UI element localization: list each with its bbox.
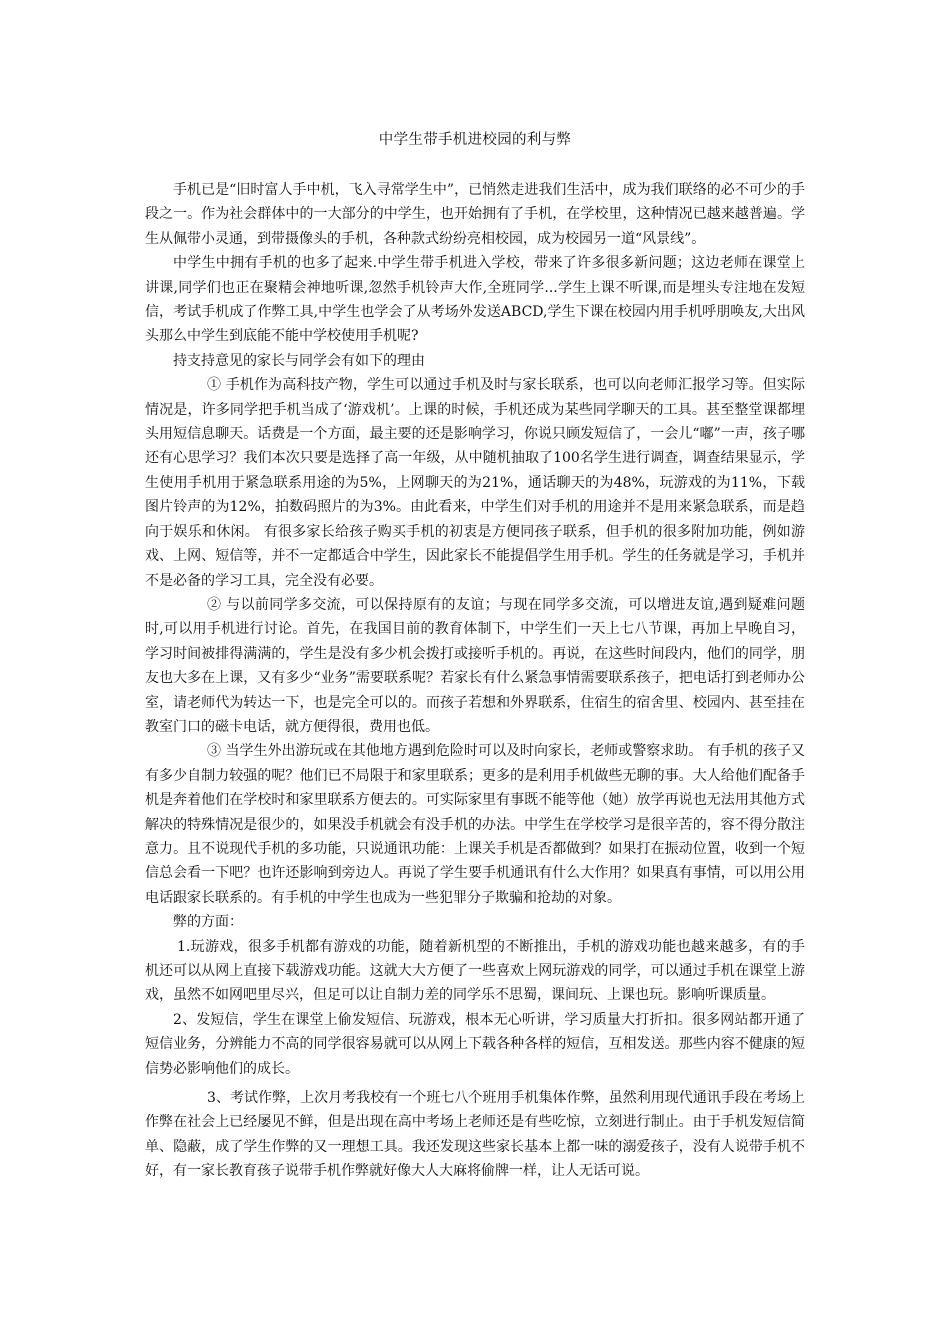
reason-1-paragraph: ① 手机作为高科技产物，学生可以通过手机及时与家长联系，也可以向老师汇报学习等。但实际情况是，许多同学把手机当成了‘游戏机’。上课的时候，手机还成为某些同学聊天的工具。甚至整堂课都埋头用短信息聊天。话费是一个方面，最主要的还是影响学习，你说只顾发短信了，一会儿“嘟”一声，孩子哪还有心思学习？我们本次只要是选择了高一年级，从中随机抽取了100名学生进行调查，调查结果显示，学生使用手机用于紧急联系用途的为5%，上网聊天的为21%，通话聊天的为48%，玩游戏的为11%，下载图片铃声的为12%，拍数码照片的为3%。由此看来，中学生们对手机的用途并不是用来紧急联系，而是趋向于娱乐和休闲。 有很多家长给孩子购买手机的初衷是方便同孩子联系，但手机的很多附加功能，例如游戏、上网、短信等，并不一定都适合中学生，因此家长不能提倡学生用手机。学生的任务就是学习，手机并不是必备的学习工具，完全没有必要。 [145, 377, 805, 589]
document-body [145, 178, 805, 1184]
drawback-2-paragraph: 2、发短信，学生在课堂上偷发短信、玩游戏，根本无心听讲，学习质量大打折扣。很多网站都开通了短信业务，分辨能力不高的同学很容易就可以从网上下载各种各样的短信，互相发送。那些内容不健康的短信势必影响他们的成长。 [145, 1011, 805, 1077]
reason-2-paragraph: ② 与以前同学多交流，可以保持原有的友谊；与现在同学多交流，可以增进友谊,遇到疑难问题时,可以用手机进行讨论。首先，在我国目前的教育体制下，中学生们一天上七八节课，再加上早晚自习，学习时间被排得满满的，学生是没有多少机会拨打或接听手机的。再说，在这些时间段内，他们的同学，朋友也大多在上课，又有多少“业务”需要联系呢？若家长有什么紧急事情需要联系孩子，把电话打到老师办公室，请老师代为转达一下，也是完全可以的。而孩子若想和外界联系，住宿生的宿舍里、校园内、甚至挂在教室门口的磁卡电话，就方便得很，费用也低。 [145, 596, 805, 735]
intro-paragraph: 手机已是“旧时富人手中机，飞入寻常学生中”，已悄然走进我们生活中，成为我们联络的必不可少的手段之一。作为社会群体中的一大部分的中学生，也开始拥有了手机，在学校里，这种情况已越来越普遍。学生从佩带小灵通，到带摄像头的手机，各种款式纷纷亮相校园，成为校园另一道“风景线”。 [145, 182, 805, 247]
document-title: 中学生带手机进校园的利与弊 [378, 132, 572, 148]
problem-paragraph: 中学生中拥有手机的也多了起来.中学生带手机进入学校，带来了许多很多新问题；这边老师在课堂上讲课,同学们也正在聚精会神地听课,忽然手机铃声大作,全班同学...学生上课不听课,而是埋头专注地在发短信，考试手机成了作弊工具,中学生也学会了从考场外发送ABCD,学生下课在校园内用手机呼朋唤友,大出风头那么中学生到底能不能中学校使用手机呢? [145, 255, 805, 345]
drawback-3-paragraph: 3、考试作弊，上次月考我校有一个班七八个班用手机集体作弊，虽然利用现代通讯手段在考场上作弊在社会上已经屡见不鲜，但是出现在高中考场上老师还是有些吃惊，立刻进行制止。由于手机发短信简单、隐蔽，成了学生作弊的又一理想工具。我还发现这些家长基本上都一味的溺爱孩子，没有人说带手机不好，有一家长教育孩子说带手机作弊就好像大人大麻将偷牌一样，让人无话可说。 [145, 1090, 805, 1180]
drawback-1-paragraph: 1.玩游戏，很多手机都有游戏的功能，随着新机型的不断推出，手机的游戏功能也越来越多，有的手机还可以从网上直接下载游戏功能。这就大大方便了一些喜欢上网玩游戏的同学，可以通过手机在课堂上游戏，虽然不如网吧里尽兴，但足可以让自制力差的同学乐不思蜀，课间玩、上课也玩。影响听课质量。 [145, 938, 805, 1004]
reason-3-paragraph: ③ 当学生外出游玩或在其他地方遇到危险时可以及时向家长，老师或警察求助。 有手机的孩子又有多少自制力较强的呢？他们已不局限于和家里联系；更多的是利用手机做些无聊的事。大人给他们配备手机是奔着他们在学校时和家里联系方便去的。可实际家里有事既不能等他（她）放学再说也无法用其他方式解决的特殊情况是很少的，如果没手机就会有没手机的办法。中学生在学校学习是很辛苦的，容不得分散注意力。且不说现代手机的多功能，只说通讯功能：上课关手机是否都做到？如果打在振动位置，收到一个短信总会看一下吧？也许还影响到旁边人。再说了学生要手机通讯有什么大作用？如果真有事情，可以用公用电话跟家长联系的。有手机的中学生也成为一些犯罪分子欺骗和抢劫的对象。 [145, 743, 805, 906]
drawbacks-heading: 弊的方面： [173, 914, 243, 931]
support-heading: 持支持意见的家长与同学会有如下的理由 [173, 352, 425, 369]
